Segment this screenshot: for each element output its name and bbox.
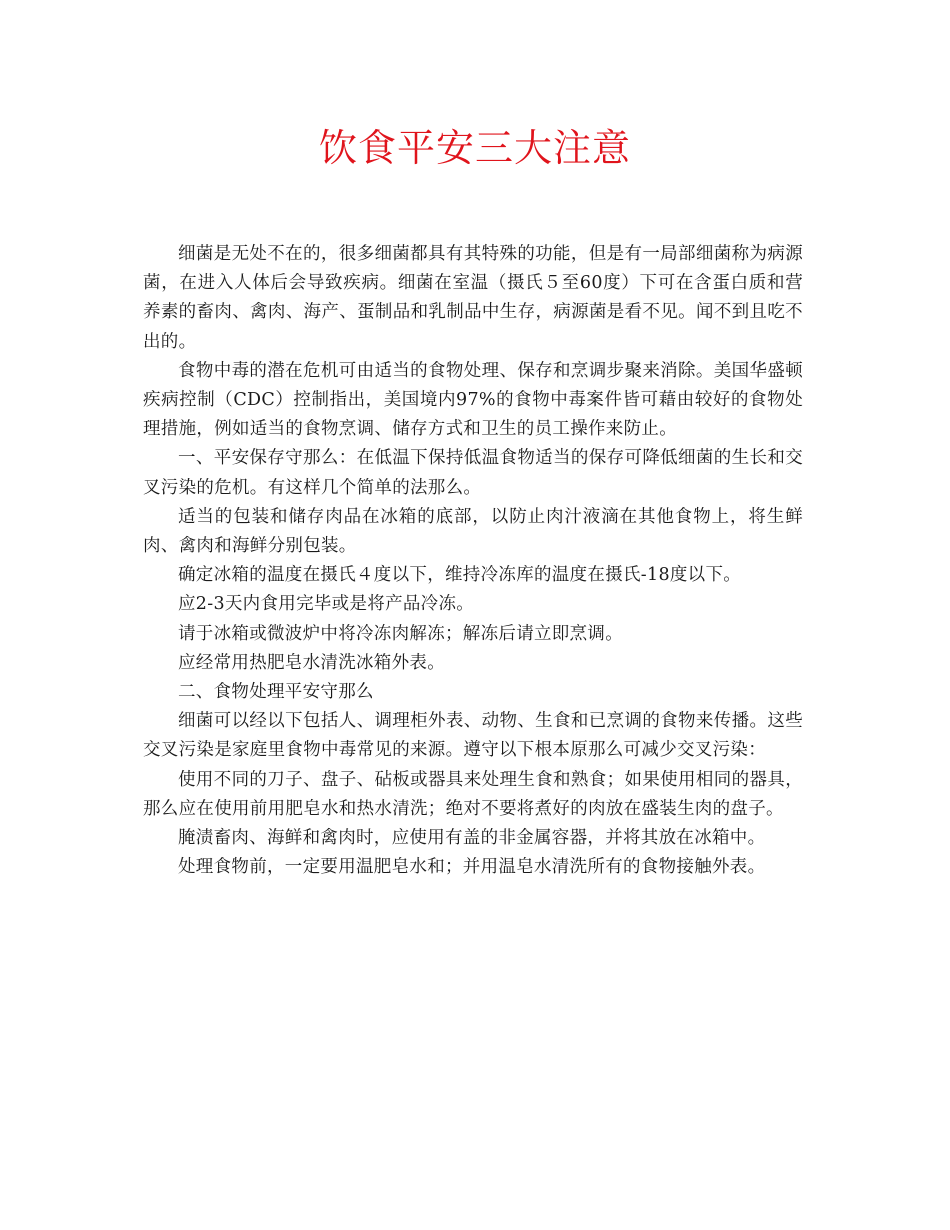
- paragraph-packaging: 适当的包装和储存肉品在冰箱的底部，以防止肉汁液滴在其他食物上，将生鲜肉、禽肉和海鲜分别包装。: [143, 506, 803, 557]
- paragraph-section-two-heading: 二、食物处理平安守那么: [178, 682, 374, 703]
- paragraph-cross-contamination: 细菌可以经以下包括人、调理柜外表、动物、生食和已烹调的食物来传播。这些交叉污染是家庭里食物中毒常见的来源。遵守以下根本原那么可减少交叉污染：: [143, 711, 803, 761]
- paragraph-fridge-cleaning: 应经常用热肥皂水清洗冰箱外表。: [178, 652, 445, 673]
- paragraph-fridge-temperature: 确定冰箱的温度在摄氏４度以下，维持冷冻库的温度在摄氏-18度以下。: [178, 565, 742, 586]
- paragraph-consume-timeline: 应2-3天内食用完毕或是将产品冷冻。: [178, 594, 475, 615]
- paragraph-food-poisoning-prevention: 食物中毒的潜在危机可由适当的食物处理、保存和烹调步聚来消除。美国华盛顿疾病控制（CDC）控制指出，美国境内97%的食物中毒案件皆可藉由较好的食物处理措施，例如适当的食物烹调、储存方式和卫生的员工操作来防止。: [143, 360, 803, 440]
- document-title: 饮食平安三大注意: [318, 126, 631, 170]
- paragraph-hand-washing: 处理食物前，一定要用温肥皂水和；并用温皂水清洗所有的食物接触外表。: [178, 857, 766, 878]
- paragraph-marinating: 腌渍畜肉、海鲜和禽肉时，应使用有盖的非金属容器，并将其放在冰箱中。: [178, 828, 766, 849]
- paragraph-section-one-heading: 一、平安保存守那么：在低温下保持低温食物适当的保存可降低细菌的生长和交叉污染的危机。有这样几个简单的法那么。: [143, 448, 803, 498]
- document-body: [143, 240, 803, 882]
- paragraph-thawing: 请于冰箱或微波炉中将冷冻肉解冻；解冻后请立即烹调。: [178, 623, 623, 644]
- paragraph-intro-bacteria: 细菌是无处不在的，很多细菌都具有其特殊的功能，但是有一局部细菌称为病源菌，在进入人体后会导致疾病。细菌在室温（摄氏５至60度）下可在含蛋白质和营养素的畜肉、禽肉、海产、蛋制品和乳制品中生存，病源菌是看不见。闻不到且吃不出的。: [143, 244, 803, 352]
- paragraph-separate-utensils: 使用不同的刀子、盘子、砧板或器具来处理生食和熟食；如果使用相同的器具，那么应在使用前用肥皂水和热水清洗；绝对不要将煮好的肉放在盛装生肉的盘子。: [143, 769, 803, 819]
